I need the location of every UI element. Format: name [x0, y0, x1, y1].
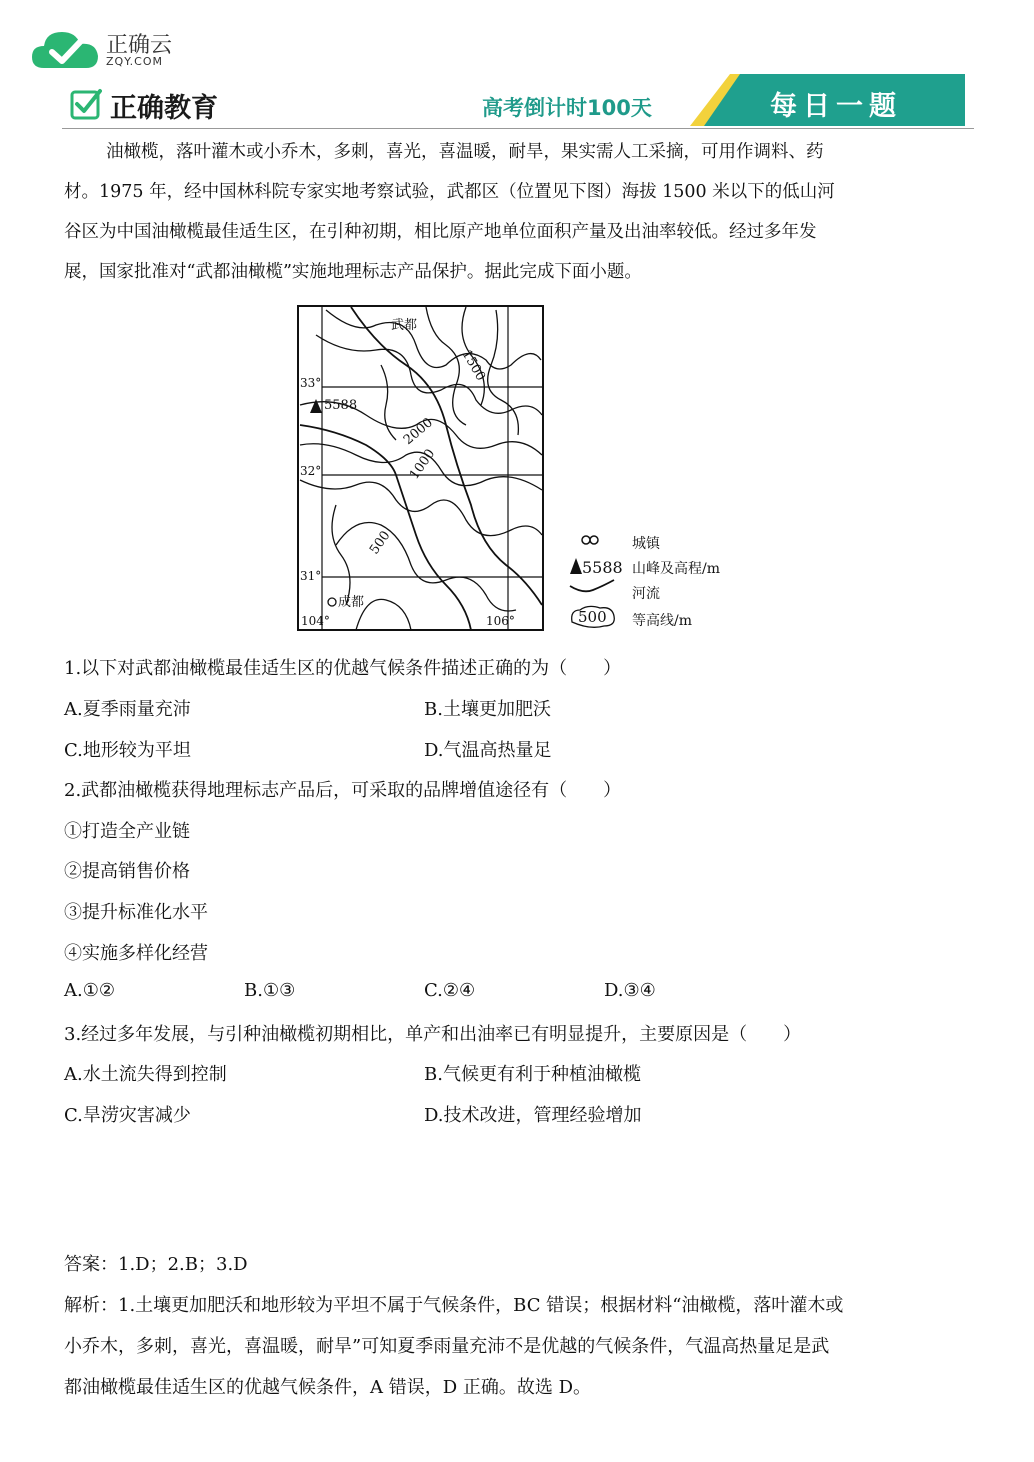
q3-option-b: B.气候更有利于种植油橄榄 [424, 1064, 641, 1085]
map-legend [568, 530, 758, 635]
countdown-label: 高考倒计时100天 [482, 96, 652, 120]
q1-option-a: A.夏季雨量充沛 [64, 699, 191, 720]
header-divider [62, 128, 974, 129]
question-3-stem: 3.经过多年发展，与引种油橄榄初期相比，单产和出油率已有明显提升，主要原因是（ ） [64, 1024, 802, 1045]
passage-line: 材。1975 年，经中国林科院专家实地考察试验，武都区（位置见下图）海拔 1500 米以下的低山河 [64, 182, 835, 202]
lat-label: 32° [300, 464, 322, 478]
legend-label: 山峰及高程/m [632, 561, 720, 577]
question-2-stem: 2.武都油橄榄获得地理标志产品后，可采取的品牌增值途径有（ ） [64, 780, 622, 801]
analysis-line: 小乔木，多刺，喜光，喜温暖，耐旱”可知夏季雨量充沛不是优越的气候条件，气温高热量足是武 [64, 1336, 830, 1357]
lat-label: 33° [300, 376, 322, 390]
peak-elevation: 5588 [324, 398, 358, 413]
q1-option-d: D.气温高热量足 [424, 740, 552, 761]
contour-label: 500 [366, 528, 394, 558]
q1-option-b: B.土壤更加肥沃 [424, 699, 551, 720]
legend-label: 等高线/m [632, 613, 692, 629]
contour-label: 1500 [458, 347, 489, 384]
passage-line: 谷区为中国油橄榄最佳适生区，在引种初期，相比原产地单位面积产量及出油率较低。经过多年发 [64, 222, 817, 242]
logo-text-cn: 正确云 [106, 33, 173, 58]
legend-river-icon [570, 580, 614, 591]
logo-text-en: ZQY.COM [106, 55, 164, 68]
contour-label: 1000 [406, 446, 439, 483]
topographic-map [296, 305, 546, 632]
lon-label: 106° [486, 614, 515, 628]
analysis-line: 都油橄榄最佳适生区的优越气候条件，A 错误，D 正确。故选 D。 [64, 1377, 592, 1398]
passage-line: 展，国家批准对“武都油橄榄”实施地理标志产品保护。据此完成下面小题。 [64, 262, 642, 282]
banner-title: 每日一题 [770, 91, 902, 122]
answer-key: 答案：1.D；2.B；3.D [64, 1254, 248, 1275]
legend-contour-value: 500 [578, 608, 607, 626]
question-1-stem: 1.以下对武都油橄榄最佳适生区的优越气候条件描述正确的为（ ） [64, 658, 622, 679]
q3-option-a: A.水土流失得到控制 [64, 1064, 227, 1085]
legend-label: 河流 [632, 586, 660, 602]
brand-check-icon [70, 88, 102, 120]
legend-label: 城镇 [632, 536, 660, 552]
legend-peak-icon [570, 558, 582, 574]
map-label-wudu: 武都 [391, 318, 418, 333]
q2-item: ②提高销售价格 [64, 861, 190, 882]
contour-label: 2000 [400, 415, 436, 449]
passage [64, 132, 964, 292]
q2-item: ①打造全产业链 [64, 821, 190, 842]
cloud-logo-icon [30, 24, 102, 72]
q2-option-a: A.①② [64, 980, 115, 1001]
q2-option-d: D.③④ [604, 980, 656, 1001]
q1-option-c: C.地形较为平坦 [64, 740, 191, 761]
q2-item: ③提升标准化水平 [64, 902, 208, 923]
brand-name: 正确教育 [110, 93, 218, 124]
analysis-line: 解析：1.土壤更加肥沃和地形较为平坦不属于气候条件，BC 错误；根据材料“油橄榄，落叶灌木或 [64, 1295, 844, 1316]
q2-option-c: C.②④ [424, 980, 476, 1001]
legend-town-icon [582, 536, 598, 544]
lat-label: 31° [300, 569, 322, 583]
q3-option-c: C.旱涝灾害减少 [64, 1105, 191, 1126]
passage-line: 油橄榄，落叶灌木或小乔木，多刺，喜光，喜温暖，耐旱，果实需人工采摘，可用作调料、药 [106, 142, 824, 162]
map-label-chengdu: 成都 [338, 595, 365, 610]
q3-option-d: D.技术改进，管理经验增加 [424, 1105, 642, 1126]
lon-label: 104° [301, 614, 330, 628]
legend-peak-value: 5588 [582, 558, 623, 577]
q2-option-b: B.①③ [244, 980, 296, 1001]
q2-item: ④实施多样化经营 [64, 943, 208, 964]
